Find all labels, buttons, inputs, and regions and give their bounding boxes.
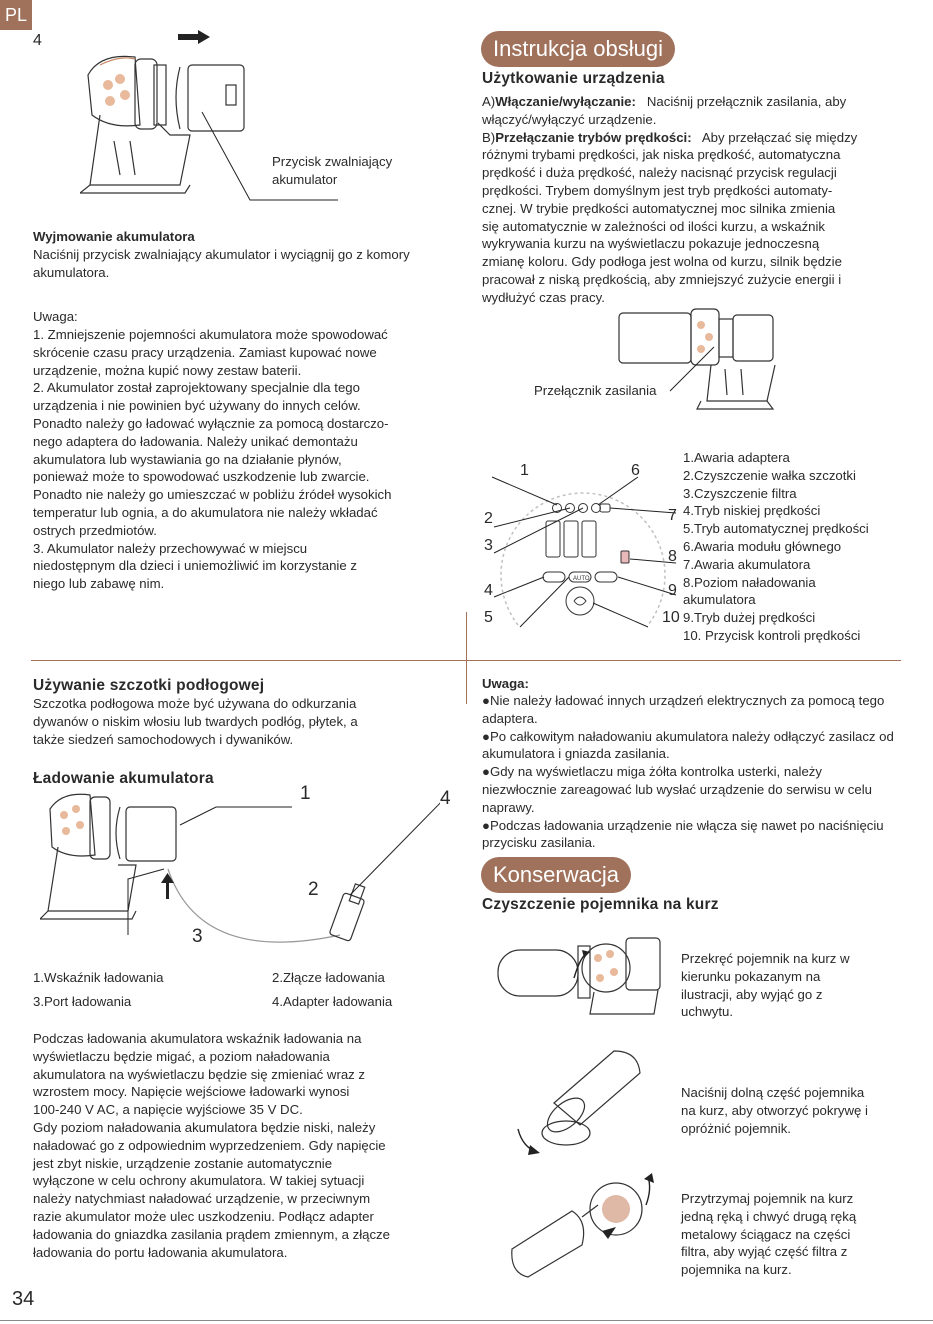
display-panel-diagram xyxy=(478,455,683,635)
step2-line: opróżnić pojemnik. xyxy=(681,1120,791,1136)
note2-item: ● Po całkowitym naładowaniu akumulatora należy odłączyć zasilacz od akumulatora i gniazda zasilania. xyxy=(482,728,897,764)
legend-item: 9.Tryb dużej prędkości xyxy=(683,610,816,626)
step2-text xyxy=(681,1084,896,1137)
legend-item: 10. Przycisk kontroli prędkości xyxy=(683,627,861,643)
legend-item: 7.Awaria akumulatora xyxy=(683,556,811,572)
step1-line: uchwytu. xyxy=(681,1004,734,1020)
note-line: urządzenie, można kupić nowy zestaw baterii. xyxy=(33,362,302,378)
note2-list xyxy=(482,692,897,852)
step1-line: Przekręć pojemnik na kurz w xyxy=(681,951,850,966)
item-b-line: pracował z niską prędkością, aby zmniejszyć zużycie energii i xyxy=(482,271,842,287)
item-b-line: cznej. W trybie prędkości automatycznej moc silnika zmienia xyxy=(482,200,836,216)
maint-subtitle: Czyszczenie pojemnika na kurz xyxy=(482,896,719,913)
note-title: Uwaga: xyxy=(33,309,78,324)
brush-text xyxy=(33,695,453,748)
note-line: ostrych przedmiotów. xyxy=(33,522,157,538)
item-b-line: się automatycznie w zależności od ilości kurzu, a wskaźnik xyxy=(482,218,826,234)
step3-text xyxy=(681,1190,896,1279)
note2-item: ● Nie należy ładować innych urządzeń elektrycznych za pomocą tego adaptera. xyxy=(482,692,897,728)
usage-text xyxy=(482,93,902,307)
step3-line: Przytrzymaj pojemnik na kurz xyxy=(681,1191,854,1206)
display-legend xyxy=(683,449,903,645)
note-line: skrócenie czasu pracy urządzenia. Zamiast kupować nowe xyxy=(33,344,377,360)
display-callout-4: 4 xyxy=(484,582,493,599)
filter-removal-illustration xyxy=(506,1165,662,1283)
display-callout-10: 10 xyxy=(662,609,680,626)
charging-line: Podczas ładowania akumulatora wskaźnik ładowania na xyxy=(33,1031,362,1046)
note2-title: Uwaga: xyxy=(482,676,529,691)
step-number: 4 xyxy=(33,32,42,49)
language-tab: PL xyxy=(0,0,32,30)
brush-line: Szczotka podłogowa może być używana do odkurzania xyxy=(33,696,357,711)
legend-item: 3.Czyszczenie filtra xyxy=(683,485,797,501)
step1-line: ilustracji, aby wyjąć go z xyxy=(681,986,823,1002)
display-callout-2: 2 xyxy=(484,510,493,527)
release-button-label: Przycisk zwalniający akumulator xyxy=(272,154,393,187)
column-divider-bottom xyxy=(466,660,467,704)
display-callout-8: 8 xyxy=(668,548,677,565)
dustbin-twist-illustration xyxy=(494,928,666,1020)
step1-line: kierunku pokazanym na xyxy=(681,968,821,984)
note-line: 2. Akumulator został zaprojektowany specjalnie dla tego xyxy=(33,380,360,396)
note-line: niedostępnym dla dzieci i uniemożliwić im korzystanie z xyxy=(33,558,357,574)
step2-line: na kurz, aby otworzyć pokrywę i xyxy=(681,1102,868,1118)
removal-text: Naciśnij przycisk zwalniający akumulator i wyciągnij go z komory akumulatora. xyxy=(33,247,410,280)
legend-item: akumulatora xyxy=(683,592,756,608)
item-b-label: Przełączanie trybów prędkości: xyxy=(495,129,692,145)
item-b-line1: Aby przełączać się między xyxy=(691,129,858,145)
brush-line: także siedzeń samochodowych i dywaników. xyxy=(33,731,294,747)
item-b xyxy=(482,129,902,147)
charging-line: 100-240 V AC, a napięcie wyjściowe 35 V DC. xyxy=(33,1102,303,1118)
charging-line: ładowania do portu ładowania akumulatora. xyxy=(33,1244,288,1260)
part-1: 1.Wskaźnik ładowania xyxy=(33,970,164,985)
display-callout-7: 7 xyxy=(668,507,677,524)
arrow-right-icon xyxy=(178,30,210,44)
charging-line: wzrostem mocy. Napięcie wejściowe ładowarki wynosi xyxy=(33,1084,350,1100)
charging-line: wyłączone w celu ochrony akumulatora. W takiej sytuacji xyxy=(33,1173,365,1189)
note-line: Ponadto należy go ładować wyłącznie za pomocą dostarczo- xyxy=(33,415,389,431)
item-a xyxy=(482,93,902,111)
charging-callout-2: 2 xyxy=(308,879,319,900)
note-line: 1. Zmniejszenie pojemności akumulatora może spowodować xyxy=(33,327,388,342)
display-callout-3: 3 xyxy=(484,537,493,554)
item-a-line2: włączyć/wyłączyć urządzenie. xyxy=(482,111,657,127)
step3-line: pojemnika na kurz. xyxy=(681,1262,792,1278)
item-b-line: prędkość i duża prędkość, należy nacisnąć przycisk regulacji xyxy=(482,165,837,181)
page-number: 34 xyxy=(12,1288,35,1310)
note-line: nego adaptera do ładowania. Należy unikać demontażu xyxy=(33,433,358,449)
part-2: 2.Złącze ładowania xyxy=(272,970,385,985)
charging-text xyxy=(33,1030,458,1261)
legend-item: 6.Awaria modułu głównego xyxy=(683,538,842,554)
charging-line: ładowania do gniazdka zasilania prądem zmiennym, a złącze xyxy=(33,1226,390,1242)
column-divider-top xyxy=(466,612,467,660)
charging-line: Gdy poziom naładowania akumulatora będzie niski, należy xyxy=(33,1119,376,1135)
step3-line: jedną ręką i chwyć drugą ręką xyxy=(681,1208,857,1224)
power-switch-label: Przełącznik zasilania xyxy=(534,383,657,398)
legend-item: 1.Awaria adaptera xyxy=(683,450,790,465)
charging-line: należy natychmiast naładować urządzenie, w przeciwnym xyxy=(33,1191,371,1207)
charging-callout-4: 4 xyxy=(440,788,451,809)
step3-line: filtra, aby wyjąć część filtra z xyxy=(681,1244,848,1260)
usage-subtitle: Użytkowanie urządzenia xyxy=(482,70,665,87)
item-b-line: prędkości. Trybem domyślnym jest tryb prędkości automaty- xyxy=(482,182,833,198)
display-callout-9: 9 xyxy=(668,582,677,599)
item-a-prefix: A) xyxy=(482,94,496,109)
note-line: ponieważ może to spowodować uszkodzenie lub zwarcie. xyxy=(33,469,370,485)
charging-line: razie akumulator może ulec uszkodzeniu. Podłącz adapter xyxy=(33,1208,374,1224)
charging-line: jest zbyt niskie, urządzenie zostanie automatycznie xyxy=(33,1155,333,1171)
charging-callout-1: 1 xyxy=(300,783,311,804)
note-line: temperatur lub ognia, a do akumulatora nie należy wkładać xyxy=(33,504,378,520)
note-line: niego lub zabawę nim. xyxy=(33,576,165,592)
step2-line: Naciśnij dolną część pojemnika xyxy=(681,1085,865,1100)
display-callout-1: 1 xyxy=(520,462,529,479)
charging-line: wyświetlaczu będzie migać, a poziom naładowania xyxy=(33,1048,330,1064)
brush-line: dywanów o niskim włosiu lub twardych podłóg, płytek, a xyxy=(33,713,358,729)
section-title-instrukcja: Instrukcja obsługi xyxy=(481,31,675,67)
note-line: akumulatora lub wystawiania go na działanie płynów, xyxy=(33,451,342,467)
step1-text xyxy=(681,950,896,1021)
item-b-line: zmianę koloru. Gdy podłoga jest wolna od kurzu, silnik będzie xyxy=(482,254,842,270)
removal-title: Wyjmowanie akumulatora xyxy=(33,229,195,244)
legend-item: 4.Tryb niskiej prędkości xyxy=(683,503,821,519)
item-a-label: Włączanie/wyłączanie: xyxy=(495,94,636,109)
brush-title: Używanie szczotki podłogowej xyxy=(33,677,265,694)
display-callout-6: 6 xyxy=(631,462,640,479)
legend-item: 2.Czyszczenie wałka szczotki xyxy=(683,467,856,483)
part-3: 3.Port ładowania xyxy=(33,994,132,1009)
note2-item: ● Gdy na wyświetlaczu miga żółta kontrolka usterki, należy niezwłocznie zareagować lub wysłać urządzenie do serwisu w celu naprawy. xyxy=(482,763,897,816)
note-line: 3. Akumulator należy przechowywać w miejscu xyxy=(33,540,308,556)
item-a-line1: Naciśnij przełącznik zasilania, aby xyxy=(635,94,847,109)
legend-item: 8.Poziom naładowania xyxy=(683,574,816,590)
note-body xyxy=(33,326,453,593)
note-line: Ponadto nie należy go umieszczać w pobliżu źródeł wysokich xyxy=(33,487,392,503)
item-b-line: wydłużyć czas pracy. xyxy=(482,289,605,305)
charging-illustration xyxy=(40,785,440,960)
bottom-rule xyxy=(0,1320,933,1321)
item-b-line: różnymi trybami prędkości, jak niska prędkość, automatyczna xyxy=(482,147,841,163)
section-title-konserwacja: Konserwacja xyxy=(481,857,631,893)
charging-callout-3: 3 xyxy=(192,926,203,947)
charging-line: akumulatora na wyświetlaczu będzie się zmieniać wraz z xyxy=(33,1066,366,1082)
charging-line: naładować go z odpowiednim wyprzedzeniem. Gdy napięcie xyxy=(33,1137,386,1153)
legend-item: 5.Tryb automatycznej prędkości xyxy=(683,521,869,537)
part-4: 4.Adapter ładowania xyxy=(272,994,393,1009)
note2-item: ● Podczas ładowania urządzenie nie włącza się nawet po naciśnięciu przycisku zasilania. xyxy=(482,817,897,853)
note-line: urządzenia i nie powinien być używany do innych celów. xyxy=(33,398,361,414)
item-b-prefix: B) xyxy=(482,129,496,145)
charging-title: Ładowanie akumulatora xyxy=(33,770,214,787)
step3-line: metalowy ściągacz na części xyxy=(681,1226,851,1242)
display-auto-label: AUTO xyxy=(573,576,590,582)
dustbin-empty-illustration xyxy=(514,1045,644,1157)
display-callout-5: 5 xyxy=(484,609,493,626)
item-b-line: wykrywania kurzu na wyświetlaczu pokazuje jednoczesną xyxy=(482,236,820,252)
power-switch-leader xyxy=(668,345,718,395)
